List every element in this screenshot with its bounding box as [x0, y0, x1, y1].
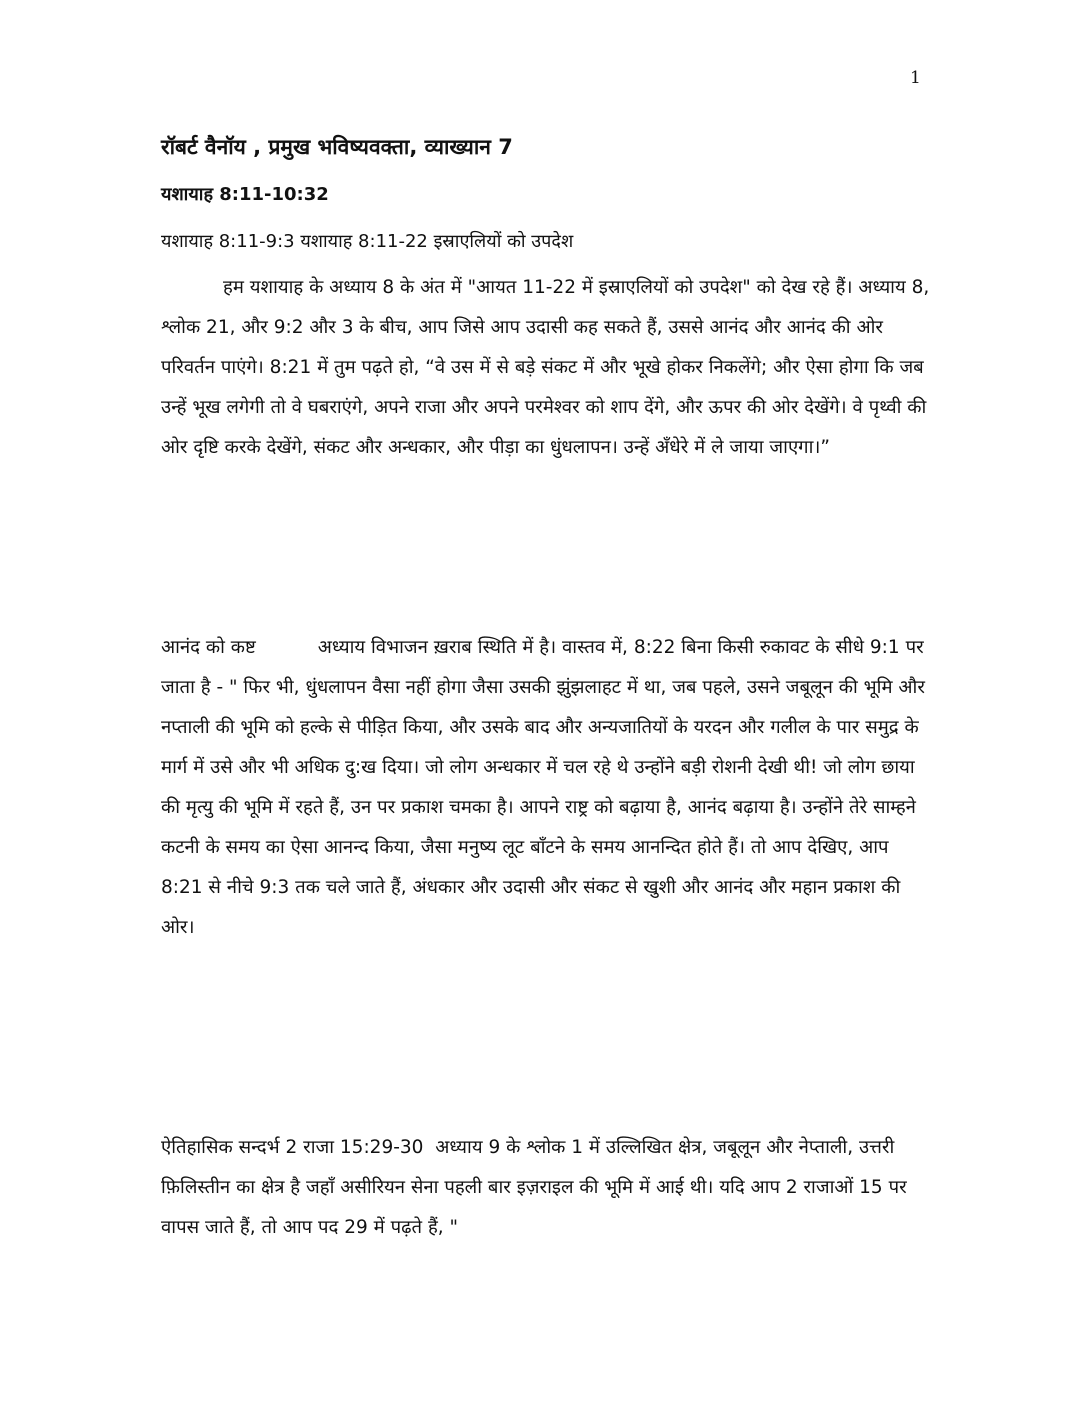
- inline-heading-historical: ऐतिहासिक सन्दर्भ 2 राजा 15:29-30: [161, 1137, 424, 1158]
- page-number: 1: [910, 68, 921, 88]
- paragraph-joy-text: अध्याय विभाजन ख़राब स्थिति में है। वास्तव में, 8:22 बिना किसी रुकावट के सीधे 9:1 पर जाता है - " फिर भी, धुंधलापन वैसा नहीं होगा जैसा उसकी झुंझलाहट में था, जब पहले, उसने जबूलून की भूमि और नप्ताली की भूमि को हल्के से पीड़ित किया, और उसके बाद और अन्यजातियों के यरदन और गलील के पार समुद्र के मार्ग में उसे और भी अधिक दु:ख दिया। जो लोग अन्धकार में चल रहे थे उन्होंने बड़ी रोशनी देखी थी! जो लोग छाया की मृत्यु की भूमि में रहते हैं, उन पर प्रकाश चमका है। आपने राष्ट्र को बढ़ाया है, आनंद बढ़ाया है। उन्होंने तेरे साम्हने कटनी के समय का ऐसा आनन्द किया, जैसा मनुष्य लूट बाँटने के समय आनन्दित होते हैं। तो आप देखिए, आप 8:21 से नीचे 9:3 तक चले जाते हैं, अंधकार और उदासी और संकट से खुशी और आनंद और महान प्रकाश की ओर।: [161, 637, 925, 938]
- document-subtitle: यशायाह 8:11-10:32: [161, 184, 329, 205]
- inline-heading-joy: आनंद को कष्ट: [161, 637, 256, 658]
- document-title: रॉबर्ट वैनॉय , प्रमुख भविष्यवक्ता, व्याख्यान 7: [161, 135, 513, 159]
- paragraph-historical-text: अध्याय 9 के श्लोक 1 में उल्लिखित क्षेत्र, जबूलून और नेप्ताली, उत्तरी फ़िलिस्तीन का क्षेत्र है जहाँ असीरियन सेना पहली बार इज़राइल की भूमि में आई थी। यदि आप 2 राजाओं 15 पर वापस जाते हैं, तो आप पद 29 में पढ़ते हैं, ": [161, 1137, 907, 1238]
- section-heading: यशायाह 8:11-9:3 यशायाह 8:11-22 इस्राएलियों को उपदेश: [161, 231, 574, 252]
- paragraph-intro: हम यशायाह के अध्याय 8 के अंत में "आयत 11-22 में इस्राएलियों को उपदेश" को देख रहे हैं। अध्याय 8, श्लोक 21, और 9:2 और 3 के बीच, आप जिसे आप उदासी कह सकते हैं, उससे आनंद और आनंद की ओर परिवर्तन पाएंगे। 8:21 में तुम पढ़ते हो, “वे उस में से बड़े संकट में और भूखे होकर निकलेंगे; और ऐसा होगा कि जब उन्हें भूख लगेगी तो वे घबराएंगे, अपने राजा और अपने परमेश्वर को शाप देंगे, और ऊपर की ओर देखेंगे। वे पृथ्वी की ओर दृष्टि करके देखेंगे, संकट और अन्धकार, और पीड़ा का धुंधलापन। उन्हें अँधेरे में ले जाया जाएगा।”: [161, 277, 930, 458]
- paragraph-joy-from-distress: [161, 628, 931, 948]
- paragraph-historical-context: [161, 1128, 931, 1248]
